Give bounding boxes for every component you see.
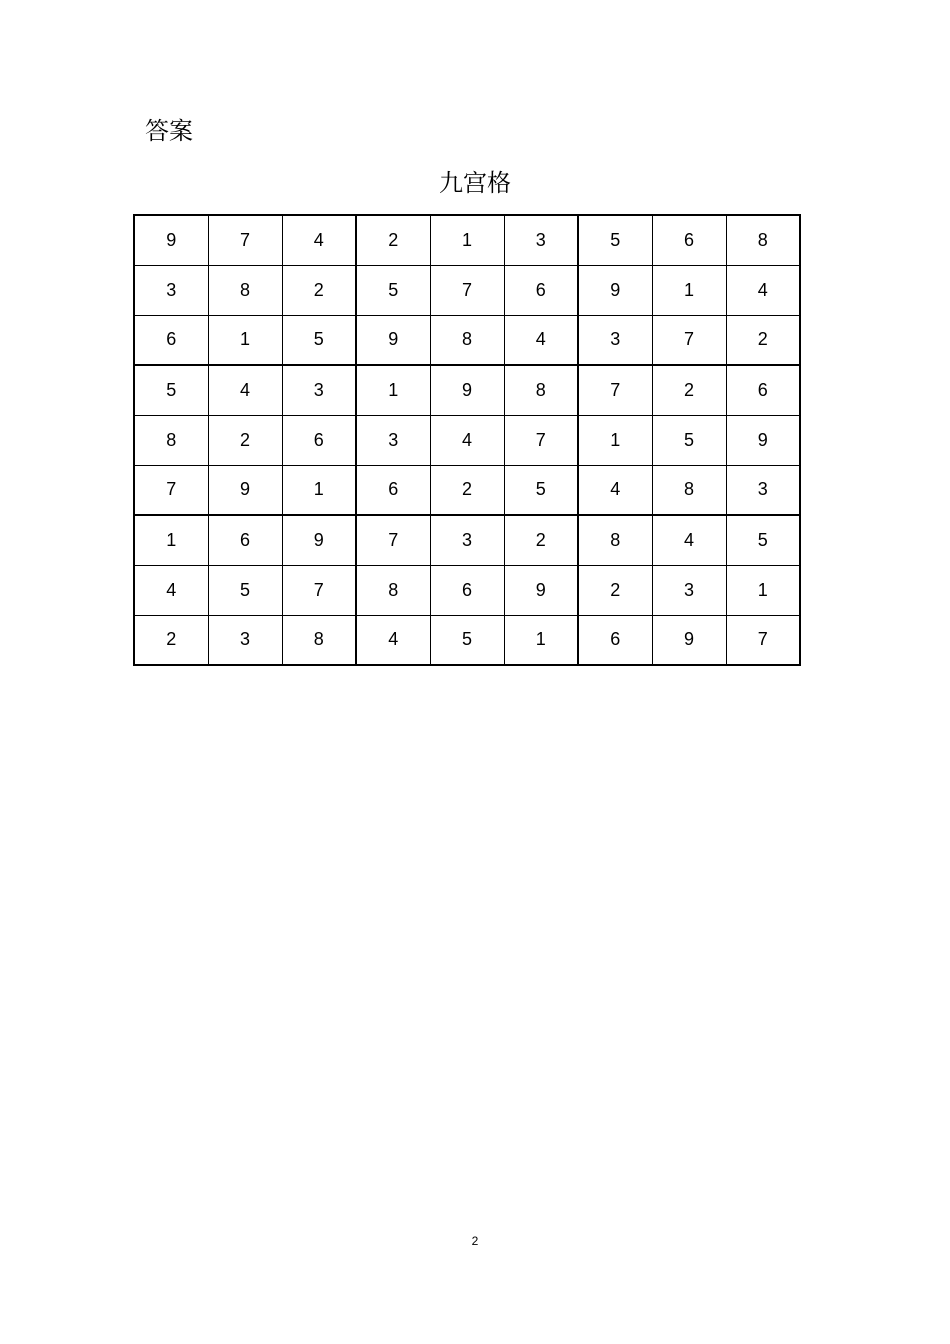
sudoku-cell: 4 (652, 515, 726, 565)
sudoku-cell: 2 (578, 565, 652, 615)
sudoku-cell: 9 (726, 415, 800, 465)
sudoku-cell: 1 (504, 615, 578, 665)
sudoku-cell: 4 (208, 365, 282, 415)
sudoku-grid (133, 214, 801, 666)
sudoku-cell: 8 (578, 515, 652, 565)
sudoku-cell: 6 (356, 465, 430, 515)
sudoku-cell: 6 (208, 515, 282, 565)
sudoku-cell: 1 (726, 565, 800, 615)
sudoku-cell: 4 (282, 215, 356, 265)
sudoku-cell: 9 (134, 215, 208, 265)
sudoku-cell: 3 (208, 615, 282, 665)
sudoku-cell: 8 (356, 565, 430, 615)
sudoku-cell: 8 (652, 465, 726, 515)
sudoku-cell: 3 (134, 265, 208, 315)
sudoku-cell: 6 (578, 615, 652, 665)
answer-heading: 答案 (145, 117, 193, 145)
sudoku-cell: 4 (430, 415, 504, 465)
sudoku-row (134, 415, 800, 465)
sudoku-cell: 4 (356, 615, 430, 665)
sudoku-cell: 5 (578, 215, 652, 265)
sudoku-cell: 3 (282, 365, 356, 415)
sudoku-cell: 9 (504, 565, 578, 615)
sudoku-cell: 5 (134, 365, 208, 415)
sudoku-cell: 9 (208, 465, 282, 515)
sudoku-cell: 5 (430, 615, 504, 665)
sudoku-cell: 3 (652, 565, 726, 615)
sudoku-cell: 3 (356, 415, 430, 465)
sudoku-cell: 1 (430, 215, 504, 265)
sudoku-cell: 2 (134, 615, 208, 665)
sudoku-cell: 9 (356, 315, 430, 365)
sudoku-row (134, 615, 800, 665)
sudoku-cell: 7 (652, 315, 726, 365)
sudoku-cell: 7 (578, 365, 652, 415)
sudoku-cell: 6 (652, 215, 726, 265)
sudoku-cell: 1 (208, 315, 282, 365)
sudoku-cell: 2 (504, 515, 578, 565)
sudoku-cell: 4 (578, 465, 652, 515)
sudoku-cell: 5 (652, 415, 726, 465)
sudoku-cell: 5 (282, 315, 356, 365)
sudoku-cell: 1 (134, 515, 208, 565)
sudoku-cell: 6 (726, 365, 800, 415)
sudoku-cell: 5 (726, 515, 800, 565)
sudoku-cell: 8 (430, 315, 504, 365)
sudoku-cell: 8 (726, 215, 800, 265)
sudoku-cell: 7 (430, 265, 504, 315)
sudoku-cell: 6 (504, 265, 578, 315)
sudoku-cell: 2 (430, 465, 504, 515)
sudoku-cell: 2 (282, 265, 356, 315)
sudoku-cell: 2 (726, 315, 800, 365)
sudoku-cell: 6 (430, 565, 504, 615)
sudoku-cell: 9 (652, 615, 726, 665)
sudoku-cell: 5 (208, 565, 282, 615)
sudoku-cell: 7 (134, 465, 208, 515)
sudoku-row (134, 265, 800, 315)
sudoku-row (134, 565, 800, 615)
sudoku-title: 九宫格 (439, 169, 511, 197)
sudoku-cell: 2 (208, 415, 282, 465)
sudoku-cell: 4 (134, 565, 208, 615)
sudoku-cell: 8 (282, 615, 356, 665)
sudoku-cell: 1 (356, 365, 430, 415)
sudoku-cell: 3 (504, 215, 578, 265)
page-number: 2 (471, 1234, 479, 1248)
sudoku-cell: 1 (578, 415, 652, 465)
sudoku-cell: 6 (134, 315, 208, 365)
sudoku-cell: 4 (504, 315, 578, 365)
sudoku-cell: 3 (726, 465, 800, 515)
sudoku-cell: 7 (282, 565, 356, 615)
sudoku-cell: 5 (356, 265, 430, 315)
sudoku-cell: 2 (356, 215, 430, 265)
sudoku-cell: 9 (282, 515, 356, 565)
sudoku-cell: 7 (504, 415, 578, 465)
sudoku-cell: 3 (430, 515, 504, 565)
sudoku-cell: 7 (356, 515, 430, 565)
sudoku-cell: 1 (282, 465, 356, 515)
sudoku-cell: 6 (282, 415, 356, 465)
sudoku-row (134, 515, 800, 565)
sudoku-cell: 5 (504, 465, 578, 515)
sudoku-row (134, 365, 800, 415)
sudoku-cell: 8 (134, 415, 208, 465)
sudoku-cell: 3 (578, 315, 652, 365)
sudoku-row (134, 215, 800, 265)
sudoku-cell: 8 (504, 365, 578, 415)
sudoku-row (134, 315, 800, 365)
sudoku-cell: 4 (726, 265, 800, 315)
sudoku-cell: 9 (578, 265, 652, 315)
sudoku-cell: 2 (652, 365, 726, 415)
sudoku-cell: 8 (208, 265, 282, 315)
sudoku-cell: 9 (430, 365, 504, 415)
sudoku-cell: 1 (652, 265, 726, 315)
sudoku-cell: 7 (208, 215, 282, 265)
sudoku-cell: 7 (726, 615, 800, 665)
sudoku-row (134, 465, 800, 515)
